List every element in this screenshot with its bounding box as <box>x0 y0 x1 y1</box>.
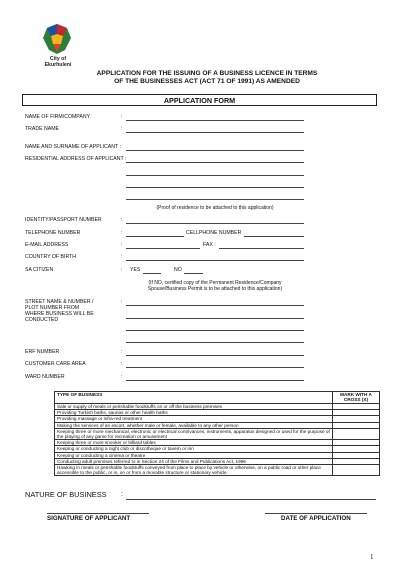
colon: : <box>121 374 123 380</box>
document-title-line-1: APPLICATION FOR THE ISSUING OF A BUSINESS LICENCE IN TERMS <box>96 70 318 77</box>
colon: : <box>121 361 123 367</box>
colon: : <box>121 254 123 260</box>
yes-field[interactable] <box>143 273 161 274</box>
colon: : <box>121 126 123 132</box>
logo-line-1: City of <box>49 56 67 62</box>
business-type-cell: Keeping or conducting a night club or discotheque or tavern or inn <box>55 446 333 452</box>
street-address-field-4[interactable] <box>126 342 304 343</box>
identity-number-field[interactable] <box>126 223 304 224</box>
street-address-field-2[interactable] <box>126 318 304 319</box>
erf-number-label: ERF NUMBER <box>25 349 60 355</box>
fax-field[interactable] <box>219 248 304 249</box>
residential-address-field-2[interactable] <box>126 175 304 176</box>
email-field[interactable] <box>126 248 200 249</box>
colon: : <box>121 217 123 223</box>
page-number: 1 <box>370 553 374 561</box>
telephone-field[interactable] <box>126 236 184 237</box>
business-type-cell: Making the services of an escort, whether male or female, available to any other person <box>55 422 333 428</box>
erf-number-field[interactable] <box>126 355 304 356</box>
sa-citizen-label: SA CITIZEN <box>25 267 54 273</box>
residence-permit-note-2: Spouse/Business Permit is to be attached to this application) <box>147 286 283 292</box>
business-type-table <box>54 391 380 476</box>
colon: : <box>121 267 123 273</box>
email-label: E-MAIL ADDRESS <box>25 242 69 248</box>
table-header-row <box>55 392 380 404</box>
business-type-cell: Hawking in meals or perishable foodstuffs conveyed from place to place by vehicle or otherwise, on a public road or other place accessible to the public, or in, on or from a movable structure or stationary vehicle. <box>55 465 333 476</box>
logo-line-2: Ekurhuleni <box>44 61 72 68</box>
form-title: APPLICATION FORM <box>163 96 236 105</box>
mark-with-cross-header: MARK WITH A CROSS (X) <box>333 392 380 404</box>
cellphone-label: CELLPHONE NUMBER <box>186 230 242 236</box>
street-label-line-3: WHERE BUSINESS WILL BE <box>25 311 94 317</box>
street-label-line-2: PLOT NUMBER FROM <box>25 305 80 311</box>
business-type-cell: Keeping three or more snooker or billiard tables <box>55 440 333 446</box>
signature-label: SIGNATURE OF APPLICANT <box>47 515 131 522</box>
ward-number-field[interactable] <box>126 380 304 381</box>
customer-care-area-field[interactable] <box>126 367 304 368</box>
business-type-cell: Providing massage or infra-red treatment <box>55 416 333 422</box>
no-label: NO <box>174 267 182 273</box>
business-type-cell: Sale or supply of meals or perishable foodstuffs on or off the business premises <box>55 404 333 410</box>
business-type-cell: Providing Turkish baths, saunas or other health baths <box>55 410 333 416</box>
telephone-label: TELEPHONE NUMBER <box>25 230 81 236</box>
street-label-line-4: CONDUCTED <box>25 317 59 323</box>
country-of-birth-field[interactable] <box>126 260 304 261</box>
street-address-field-3[interactable] <box>126 330 304 331</box>
identity-number-label: IDENTITY/PASSPORT NUMBER <box>25 217 102 223</box>
street-label-line-1: STREET NAME & NUMBER / <box>25 299 94 305</box>
name-of-firm-label: NAME OF FIRM/COMPANY <box>25 114 91 120</box>
nature-of-business-field[interactable] <box>126 499 376 500</box>
applicant-name-field[interactable] <box>126 150 304 151</box>
nature-of-business-label: NATURE OF BUSINESS <box>25 490 107 499</box>
colon: : <box>121 230 123 236</box>
trade-name-label: TRADE NAME <box>25 126 60 132</box>
country-of-birth-label: COUNTRY OF BIRTH <box>25 254 77 260</box>
residence-permit-note-1: (If NO, certified copy of the Permanent Residence/Company <box>148 280 282 286</box>
trade-name-field[interactable] <box>126 132 304 133</box>
colon: : <box>121 114 123 120</box>
business-type-cell: Keeping three or more mechanical, electronic or electrical contrivances, instruments, apparatus designed or used for the purpose of the playing of any game for recreation or amusement <box>55 428 333 439</box>
name-of-firm-field[interactable] <box>126 120 304 121</box>
table-row <box>55 428 380 439</box>
customer-care-area-label: CUSTOMER CARE AREA <box>25 361 86 367</box>
mark-cell[interactable] <box>333 465 380 476</box>
business-type-cell: Conducting adult premises referred to in Section 24 of the Films and Publications Act, 1996 <box>55 458 333 464</box>
proof-of-residence-note: (Proof of residence to be attached to this application) <box>156 205 274 211</box>
signature-field[interactable] <box>47 513 149 514</box>
residential-address-field-3[interactable] <box>126 187 304 188</box>
yes-label: YES <box>130 267 141 273</box>
table-row <box>55 465 380 476</box>
colon: : <box>121 349 123 355</box>
residential-address-field-4[interactable] <box>126 199 304 200</box>
no-field[interactable] <box>184 273 203 274</box>
residential-address-field-1[interactable] <box>126 162 304 163</box>
date-field[interactable] <box>265 513 367 514</box>
business-type-cell: Keeping or conducting a cinema or theatre <box>55 452 333 458</box>
cellphone-field[interactable] <box>244 236 304 237</box>
type-of-business-header: TYPE OF BUSINESS <box>55 392 333 404</box>
city-of-ekurhuleni-logo <box>37 22 77 56</box>
date-label: DATE OF APPLICATION <box>281 515 351 522</box>
mark-cell[interactable] <box>333 428 380 439</box>
fax-label: FAX : <box>203 242 216 248</box>
street-address-field-1[interactable] <box>126 305 304 306</box>
colon: : <box>121 491 123 498</box>
ward-number-label: WARD NUMBER <box>25 374 65 380</box>
applicant-name-label: NAME AND SURNAME OF APPLICANT : <box>25 144 121 150</box>
document-title-line-2: OF THE BUSINESSES ACT (ACT 71 OF 1991) AS AMENDED <box>114 78 300 85</box>
colon: : <box>121 299 123 305</box>
residential-address-label: RESIDENTIAL ADDRESS OF APPLICANT : <box>25 156 127 162</box>
logo-text <box>36 57 80 68</box>
colon: : <box>121 242 123 248</box>
